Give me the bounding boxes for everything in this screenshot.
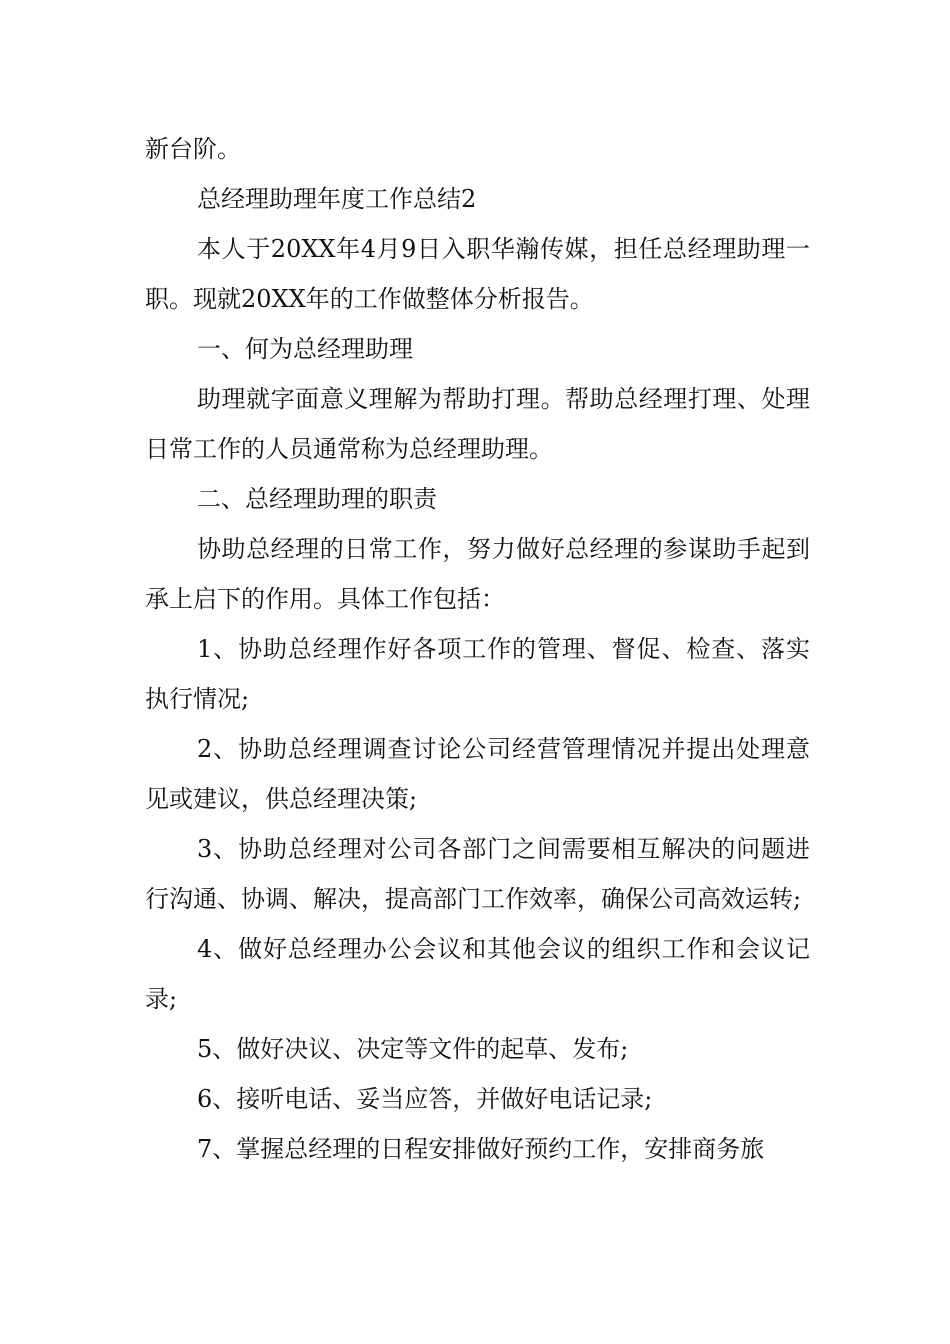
paragraph-continuation: 新台阶。 — [145, 135, 241, 163]
section-title: 总经理助理年度工作总结2 — [197, 185, 477, 213]
heading-definition: 一、何为总经理助理 — [197, 335, 413, 363]
paragraph-definition: 助理就字面意义理解为帮助打理。帮助总经理打理、处理日常工作的人员通常称为总经理助理。 — [145, 385, 810, 463]
list-item-1: 1、协助总经理作好各项工作的管理、督促、检查、落实执行情况; — [145, 635, 810, 713]
paragraph-intro: 本人于20XX年4月9日入职华瀚传媒，担任总经理助理一职。现就20XX年的工作做整体分析报告。 — [145, 235, 810, 313]
document-body — [145, 124, 810, 1174]
list-item-6: 6、接听电话、妥当应答，并做好电话记录; — [197, 1085, 653, 1113]
list-item-2: 2、协助总经理调查讨论公司经营管理情况并提出处理意见或建议，供总经理决策; — [145, 735, 810, 813]
list-item-3: 3、协助总经理对公司各部门之间需要相互解决的问题进行沟通、协调、解决，提高部门工作效率，确保公司高效运转; — [145, 835, 810, 913]
list-item-4: 4、做好总经理办公会议和其他会议的组织工作和会议记录; — [145, 935, 810, 1013]
heading-duties: 二、总经理助理的职责 — [197, 485, 437, 513]
list-item-5: 5、做好决议、决定等文件的起草、发布; — [197, 1035, 629, 1063]
list-item-7: 7、掌握总经理的日程安排做好预约工作，安排商务旅 — [197, 1135, 765, 1163]
paragraph-duties: 协助总经理的日常工作，努力做好总经理的参谋助手起到承上启下的作用。具体工作包括： — [145, 535, 810, 613]
